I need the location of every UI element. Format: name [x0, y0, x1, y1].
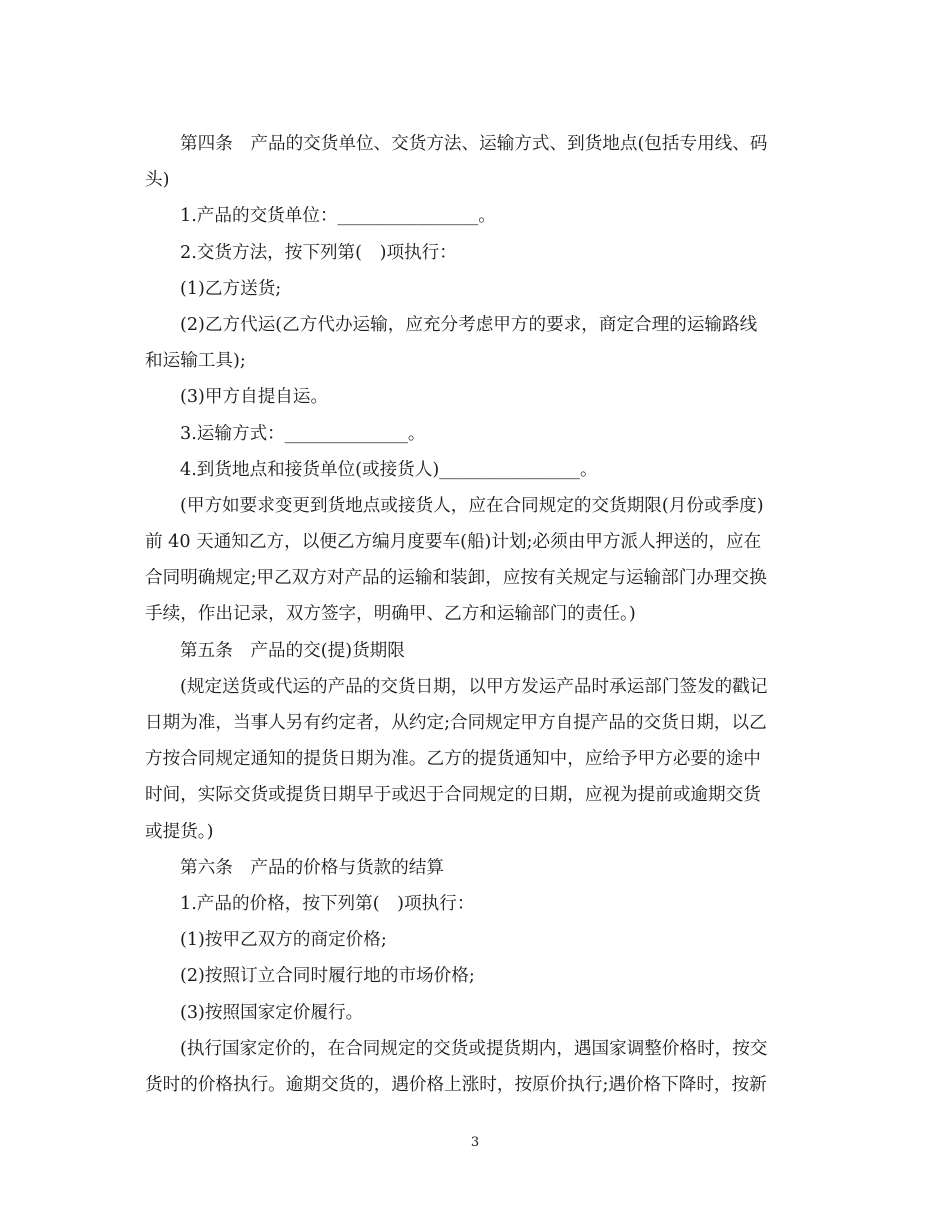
- delivery-unit-line: 1.产品的交货单位：________________。: [180, 206, 496, 227]
- change-note-line-4: 手续，作出记录，双方签字，明确甲、乙方和运输部门的责任。): [145, 604, 636, 625]
- document-body: [145, 126, 810, 1103]
- option-buyer-pickup: (3)甲方自提自运。: [180, 387, 329, 408]
- deadline-note-line-4: 时间，实际交货或提货日期早于或迟于合同规定的日期，应视为提前或逾期交货: [145, 785, 761, 806]
- price-note-line-1: (执行国家定价的，在合同规定的交货或提货期内，遇国家调整价格时，按交: [180, 1038, 768, 1059]
- change-note-line-1: (甲方如要求变更到货地点或接货人，应在合同规定的交货期限(月份或季度): [180, 495, 764, 516]
- deadline-note-line-5: 或提货。): [145, 821, 214, 842]
- option-seller-shipping: (2)乙方代运(乙方代办运输，应充分考虑甲方的要求，商定合理的运输路线: [180, 314, 758, 335]
- transport-mode-line: 3.运输方式：______________。: [180, 423, 426, 444]
- option-seller-delivery: (1)乙方送货;: [180, 278, 282, 299]
- page-number: 3: [470, 1135, 480, 1150]
- clause-6-heading: 第六条 产品的价格与货款的结算: [180, 857, 444, 878]
- arrival-place-line: 4.到货地点和接货单位(或接货人)________________。: [180, 459, 598, 480]
- price-option-1: (1)按甲乙双方的商定价格;: [180, 930, 387, 951]
- deadline-note-line-3: 方按合同规定通知的提货日期为准。乙方的提货通知中，应给予甲方必要的途中: [145, 749, 761, 770]
- deadline-note-line-1: (规定送货或代运的产品的交货日期，以甲方发运产品时承运部门签发的戳记: [180, 676, 768, 697]
- price-option-2: (2)按照订立合同时履行地的市场价格;: [180, 966, 475, 987]
- clause-5-heading: 第五条 产品的交(提)货期限: [180, 640, 405, 661]
- clause-4-heading-cont: 头): [145, 170, 170, 191]
- deadline-note-line-2: 日期为准，当事人另有约定者，从约定;合同规定甲方自提产品的交货日期，以乙: [145, 713, 767, 733]
- price-note-line-2: 货时的价格执行。逾期交货的，遇价格上涨时，按原价执行;遇价格下降时，按新: [145, 1074, 767, 1095]
- price-method-line: 1.产品的价格，按下列第( )项执行：: [180, 893, 475, 914]
- clause-4-heading: 第四条 产品的交货单位、交货方法、运输方式、到货地点(包括专用线、码: [180, 134, 768, 154]
- price-option-3: (3)按照国家定价履行。: [180, 1002, 364, 1023]
- delivery-method-line: 2.交货方法，按下列第( )项执行：: [180, 242, 457, 263]
- change-note-line-2: 前 40 天通知乙方，以便乙方编月度要车(船)计划;必须由甲方派人押送的，应在: [145, 532, 762, 553]
- change-note-line-3: 合同明确规定;甲乙双方对产品的运输和装卸，应按有关规定与运输部门办理交换: [145, 568, 767, 589]
- option-seller-shipping-cont: 和运输工具);: [145, 351, 246, 372]
